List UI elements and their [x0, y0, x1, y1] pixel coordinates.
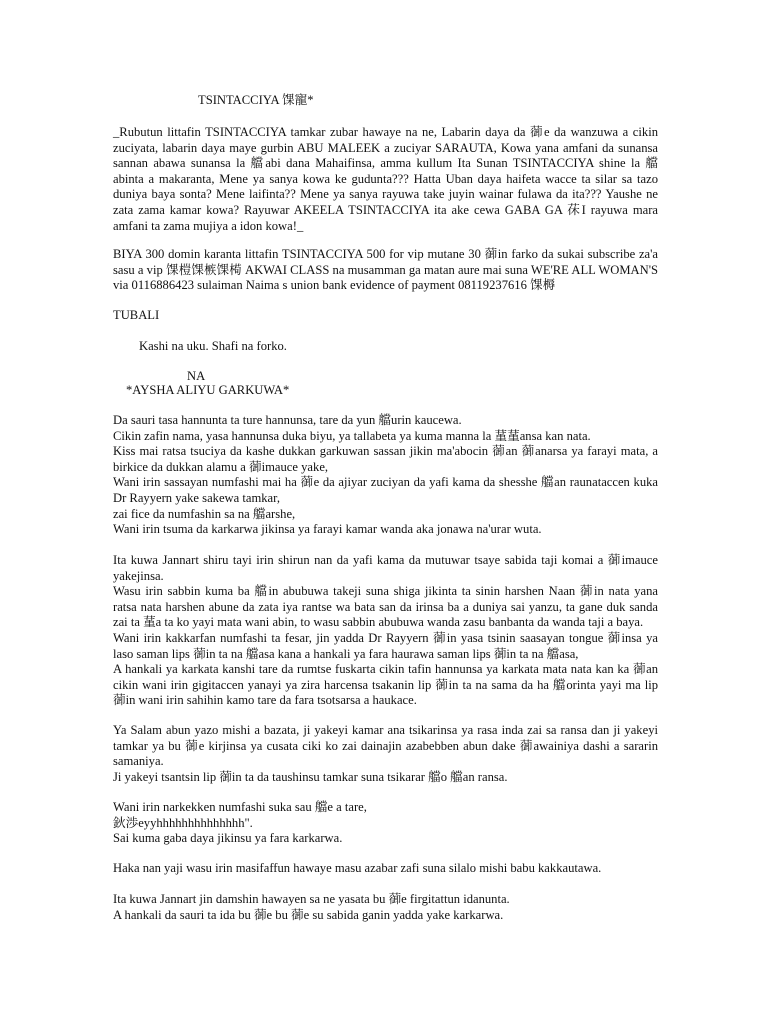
text-line: BIYA 300 domin karanta littafin TSINTACCIYA 500 for vip mutane 30 蓹in farko da sukai subscribe za'a: [113, 247, 658, 261]
text-line: tamkar ya bu 蓹e kirjinsa ya cusata ciki ko zai dainajin azabebben abun dake 蓹awainiya dashi a sararin: [113, 738, 658, 753]
text-line: ratsa nata harshen abune da zata iya rantse wa bata san da irinsa ba a duniya sai yanzu, ta gane duk sanda: [113, 599, 658, 614]
text-line: zuciyata, labarin daya maye gurbin ABU MALEEK a zuciyar SARAUTA, Kowa yana amfani da sunansa: [113, 140, 658, 155]
text-line: amfani ta zama mujiya a idon kowa!_: [113, 218, 304, 233]
text-line: abinta a makaranta, Mene ya sanya kowa ke gudunta??? Hatta Uban daya haifeta wacce ta silar sa tazo: [113, 171, 658, 186]
text-line: Wani irin sassayan numfashi mai ha 蓹e da ajiyar zuciyan da yafi kama da shesshe 艡an raunataccen kuka: [113, 475, 658, 490]
text-line: Wani irin tsuma da karkarwa jikinsa ya farayi kamar wanda aka jonawa na'urar wuta.: [113, 522, 542, 537]
text-line: Ya Salam abun yazo mishi a bazata, ji yakeyi kamar ana tsikarinsa ya rasa inda zai sa ransa dan ji yakeyi: [113, 723, 658, 737]
text-line: Dr Rayyern yake sakewa tamkar,: [113, 490, 280, 505]
text-line: Wasu irin sabbin kuma ba 艡in abubuwa takeji suna shiga jikinta ta sinin harshen Naan 蓹in nata yana: [113, 584, 658, 599]
story-paragraph-3: [113, 723, 658, 785]
story-paragraph-1: [113, 413, 658, 538]
text-line: Cikin zafin nama, yasa hannunsa duka biyu, ya tallabeta ya kuma manna la 蓳蓳ansa kan nata.: [113, 428, 591, 443]
price-paragraph: [113, 247, 658, 294]
text-line: yakejinsa.: [113, 568, 164, 583]
author-name: *AYSHA ALIYU GARKUWA*: [126, 383, 290, 397]
text-line: 鈥渉eyyhhhhhhhhhhhhhh".: [113, 815, 253, 830]
story-paragraph-6: [113, 892, 658, 923]
text-line: Haka nan yaji wasu irin masifaffun hawaye masu azabar zafi suna silalo mishi babu kakkautawa.: [113, 861, 602, 875]
text-line: 蓹in wani irin sahihin kamo tare da fara tsotsarsa a haukace.: [113, 693, 417, 708]
author-prefix: NA: [187, 369, 206, 383]
text-line: zai fice da numfashin sa na 艡arshe,: [113, 506, 296, 521]
text-line: _Rubutun littafin TSINTACCIYA tamkar zubar hawaye na ne, Labarin daya da 蓹e da wanzuwa a cikin: [113, 125, 658, 139]
text-line: Ita kuwa Jannart shiru tayi irin shirun nan da yafi kama da mutuwar tsaye sabida taji komai a 蓹imauce: [113, 553, 658, 567]
text-line: zata zama kamar kowa? Rayuwar AKEELA TSINTACCIYA ita ake cewa GABA GA 茠I rayuwa mara: [113, 202, 658, 217]
text-line: cikin wani irin gigitaccen yanayi ya zira harcensa tsakanin lip 蓹in ta na sama da ha 艡orinta yayi ma lip: [113, 677, 658, 692]
document-title: TSINTACCIYA 馃寵*: [198, 93, 314, 107]
text-line: Wani irin kakkarfan numfashi ta fesar, jin yadda Dr Rayyern 蓹in yasa tsinin saasayan tongue 蓹insa ya: [113, 630, 658, 645]
text-line: Ji yakeyi tsantsin lip 蓹in ta da taushinsu tamkar suna tsikarar 艡o 艡an ransa.: [113, 769, 508, 784]
story-paragraph-4: [113, 800, 658, 847]
text-line: duniya baya sonta? Mene laifinta?? Mene ya sanya rayuwa take juyin wainar fulawa da ita??? Yaushe ne: [113, 187, 658, 202]
text-line: Wani irin narkekken numfashi suka sau 艡e a tare,: [113, 800, 367, 814]
text-line: Ita kuwa Jannart jin damshin hawayen sa ne yasata bu 蓹e firgitattun idanunta.: [113, 892, 510, 906]
text-line: birkice da dukkan alamu a 蓹imauce yake,: [113, 459, 329, 474]
text-line: sannan abawa sunansa la 艡abi dana Mahaifinsa, amma kullum Ita Sunan TSINTACCIYA shine la 艡: [113, 156, 658, 171]
text-line: A hankali da sauri ta ida bu 蓹e bu 蓹e su sabida ganin yadda yake karkarwa.: [113, 907, 504, 922]
story-paragraph-2: [113, 553, 658, 709]
text-line: samaniya.: [113, 754, 164, 769]
text-line: Kiss mai ratsa tsuciya da kashe dukkan garkuwan sassan jikin ma'abocin 蓹an 蓹anarsa ya farayi mata, a: [113, 444, 658, 459]
text-line: zai ta 蓳a ta ko yayi mata wani abin, to wasu sabbin abubuwa wanda zasu banbanta da wanda taji a baya.: [113, 615, 644, 630]
chapter-label: Kashi na uku. Shafi na forko.: [139, 339, 287, 353]
story-paragraph-5: [113, 861, 658, 877]
intro-paragraph: [113, 125, 658, 234]
text-line: A hankali ya karkata kanshi tare da rumtse fuskarta cikin tafin hannunsa ya karkata mata nata kan ka 蓹an: [113, 662, 658, 677]
text-line: sasu a vip 馃榿馃槉馃槆 AKWAI CLASS na musamman ga matan aure mai suna WE'RE ALL WOMAN'S: [113, 262, 658, 277]
section-heading: TUBALI: [113, 308, 160, 322]
text-line: Sai kuma gaba daya jikinsu ya fara karkarwa.: [113, 831, 343, 846]
text-line: Da sauri tasa hannunta ta ture hannunsa, tare da yun 艡urin kaucewa.: [113, 413, 462, 427]
text-line: via 0116886423 sulaiman Naima s union bank evidence of payment 08119237616 馃槈: [113, 278, 556, 293]
text-line: laso saman lips 蓹in ta na 艡asa kana a hankali ya fara haurawa saman lips 蓹in ta na 艡asa,: [113, 646, 579, 661]
